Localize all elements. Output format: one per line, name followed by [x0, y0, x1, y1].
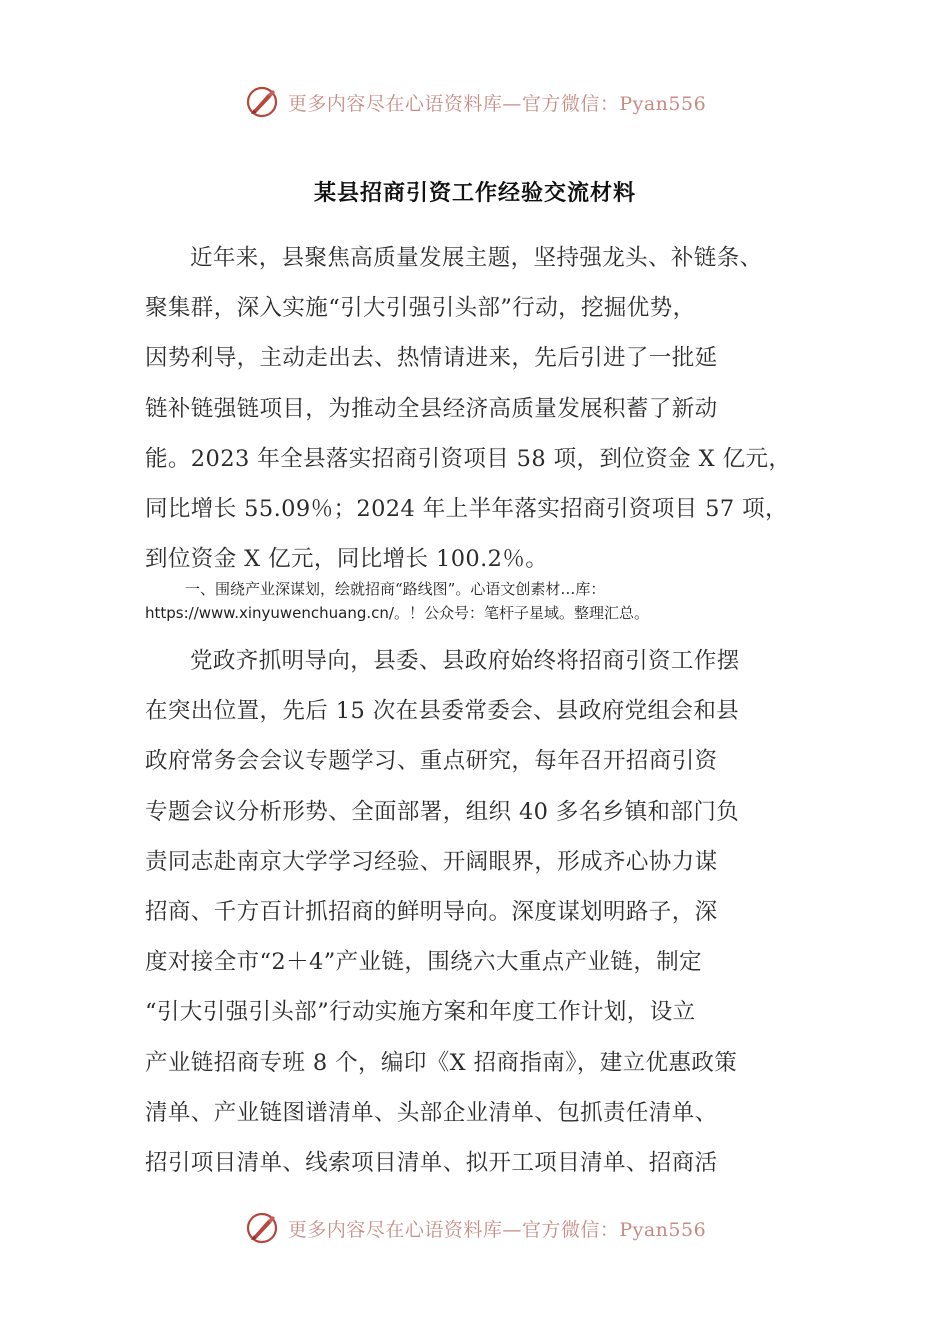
paragraph-line: 责同志赴南京大学学习经验、开阔眼界，形成齐心协力谋: [145, 848, 718, 875]
body-paragraph: [145, 636, 835, 1188]
pen-nib-logo-icon: [244, 1210, 280, 1246]
paragraph-line: 链补链强链项目，为推动全县经济高质量发展积蓄了新动: [145, 395, 718, 422]
paragraph-line: 专题会议分析形势、全面部署，组织 40 多名乡镇和部门负: [145, 798, 740, 825]
document-title: 某县招商引资工作经验交流材料: [313, 180, 636, 206]
source-url-link[interactable]: https://www.xinyuwenchuang.cn/: [145, 604, 394, 622]
paragraph-line: 党政齐抓明导向，县委、县政府始终将招商引资工作摆: [190, 648, 740, 674]
source-line-rest: 。！公众号：笔杆子星域。整理汇总。: [393, 604, 649, 622]
intro-paragraph: [145, 233, 835, 584]
paragraph-line: 度对接全市“2＋4”产业链，围绕六大重点产业链，制定: [145, 949, 703, 976]
paragraph-line: 聚集群，深入实施“引大引强引头部”行动，挖掘优势，: [145, 295, 696, 322]
paragraph-line: 近年来，县聚焦高质量发展主题，坚持强龙头、补链条、: [190, 245, 763, 271]
pen-nib-logo-icon: [244, 84, 280, 120]
paragraph-line: 政府常务会会议专题学习、重点研究，每年召开招商引资: [145, 748, 718, 775]
paragraph-line: 因势利导，主动走出去、热情请进来，先后引进了一批延: [145, 345, 718, 372]
paragraph-line: 招引项目清单、线索项目清单、拟开工项目清单、招商活: [145, 1150, 718, 1177]
watermark-text: 更多内容尽在心语资料库—官方微信：Pyan556: [287, 92, 707, 115]
source-line: [145, 601, 835, 625]
paragraph-line: 同比增长 55.09％；2024 年上半年落实招商引资项目 57 项，: [145, 496, 788, 523]
paragraph-line: 清单、产业链图谱清单、头部企业清单、包抓责任清单、: [145, 1099, 718, 1126]
paragraph-line: 招商、千方百计抓招商的鲜明导向。深度谋划明路子，深: [145, 899, 718, 926]
paragraph-line: “引大引强引头部”行动实施方案和年度工作计划，设立: [145, 999, 696, 1026]
paragraph-line: 在突出位置，先后 15 次在县委常委会、县政府党组会和县: [145, 698, 740, 725]
watermark-text: 更多内容尽在心语资料库—官方微信：Pyan556: [287, 1218, 707, 1241]
paragraph-line: 能。2023 年全县落实招商引资项目 58 项，到位资金 X 亿元，: [145, 445, 792, 472]
footer-watermark: [0, 1208, 950, 1248]
paragraph-line: 到位资金 X 亿元，同比增长 100.2％。: [145, 546, 549, 573]
section-heading: 一、围绕产业深谋划，绘就招商“路线图”。心语文创素材…库：: [185, 580, 606, 598]
header-watermark: [0, 82, 950, 122]
paragraph-line: 产业链招商专班 8 个，编印《X 招商指南》，建立优惠政策: [145, 1049, 738, 1076]
section-heading-note: [145, 577, 835, 625]
